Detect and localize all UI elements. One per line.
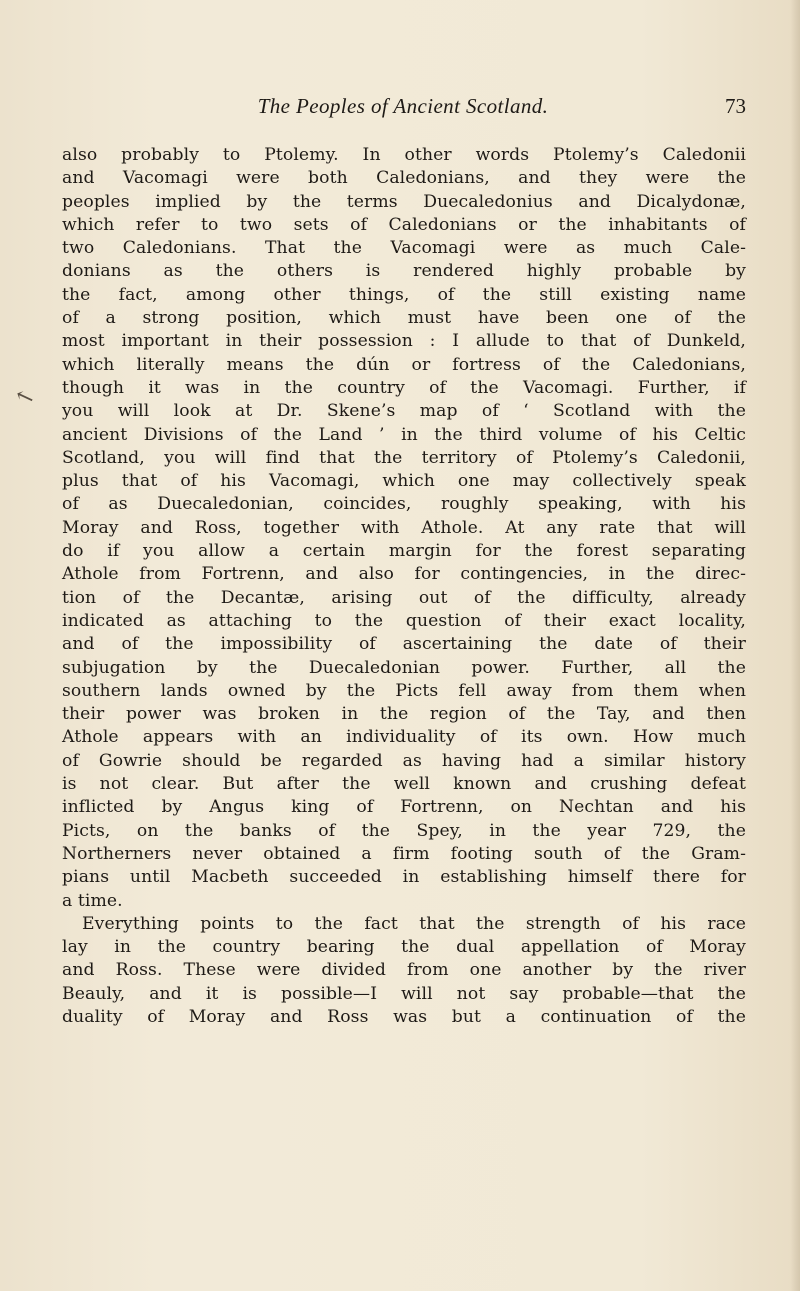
text-line: of a strong position, which must have been one of the — [62, 308, 746, 329]
text-line: pians until Macbeth succeeded in establishing himself there for — [62, 867, 746, 888]
text-line: duality of Moray and Ross was but a continuation of the — [62, 1006, 746, 1027]
text-line: donians as the others is rendered highly probable by — [62, 261, 746, 282]
text-line: indicated as attaching to the question of their exact locality, — [62, 610, 746, 631]
text-line: is not clear. But after the well known and crushing defeat — [62, 774, 746, 795]
paragraph-start-line: Everything points to the fact that the strength of his race — [82, 913, 746, 934]
text-line: Athole appears with an individuality of its own. How much — [62, 727, 746, 748]
text-line: of Gowrie should be regarded as having had a similar history — [62, 750, 746, 771]
text-line: Athole from Fortrenn, and also for contingencies, in the direc- — [62, 564, 746, 585]
body-text — [62, 144, 746, 1029]
text-line: southern lands owned by the Picts fell away from them when — [62, 680, 746, 701]
text-line: inflicted by Angus king of Fortrenn, on Nechtan and his — [62, 797, 746, 818]
text-line: two Caledonians. That the Vacomagi were as much Cale- — [62, 238, 746, 259]
text-line: which literally means the dún or fortress of the Caledonians, — [62, 354, 746, 375]
text-line: and Vacomagi were both Caledonians, and they were the — [62, 168, 746, 189]
text-line: Beauly, and it is possible—I will not say probable—that the — [62, 983, 746, 1004]
text-line: most important in their possession : I allude to that of Dunkeld, — [62, 331, 746, 352]
running-title: The Peoples of Ancient Scotland. — [257, 94, 549, 118]
text-line: you will look at Dr. Skene’s map of ‘ Scotland with the — [62, 401, 746, 422]
text-line: do if you allow a certain margin for the forest separating — [62, 541, 746, 562]
text-line: peoples implied by the terms Duecaledonius and Dicalydonæ, — [62, 191, 746, 212]
text-line: ancient Divisions of the Land ’ in the third volume of his Celtic — [62, 424, 746, 445]
page-header — [60, 94, 746, 120]
text-line: and Ross. These were divided from one another by the river — [62, 960, 746, 981]
text-line: which refer to two sets of Caledonians or the inhabitants of — [62, 214, 746, 235]
page-number: 73 — [725, 94, 746, 118]
text-line: also probably to Ptolemy. In other words Ptolemy’s Caledonii — [62, 145, 746, 165]
text-line: the fact, among other things, of the still existing name — [62, 284, 746, 305]
text-line: though it was in the country of the Vacomagi. Further, if — [62, 377, 746, 398]
text-line: tion of the Decantæ, arising out of the difficulty, already — [62, 587, 746, 608]
paragraph-end-line: a time. — [62, 890, 123, 911]
text-line: Northerners never obtained a firm footing south of the Gram- — [62, 843, 746, 864]
text-line: Picts, on the banks of the Spey, in the year 729, the — [62, 820, 746, 841]
text-line: Scotland, you will find that the territory of Ptolemy’s Caledonii, — [62, 447, 746, 468]
text-line: of as Duecaledonian, coincides, roughly speaking, with his — [62, 494, 746, 515]
text-line: plus that of his Vacomagi, which one may collectively speak — [62, 471, 746, 492]
text-line: their power was broken in the region of the Tay, and then — [62, 704, 746, 725]
text-line: Moray and Ross, together with Athole. At any rate that will — [62, 517, 746, 538]
text-line: and of the impossibility of ascertaining the date of their — [62, 634, 746, 655]
text-line: subjugation by the Duecaledonian power. Further, all the — [62, 657, 746, 678]
text-line: lay in the country bearing the dual appellation of Moray — [62, 937, 746, 958]
margin-arrow-mark: ↖ — [12, 382, 39, 413]
page-edge-shadow — [790, 0, 800, 1291]
